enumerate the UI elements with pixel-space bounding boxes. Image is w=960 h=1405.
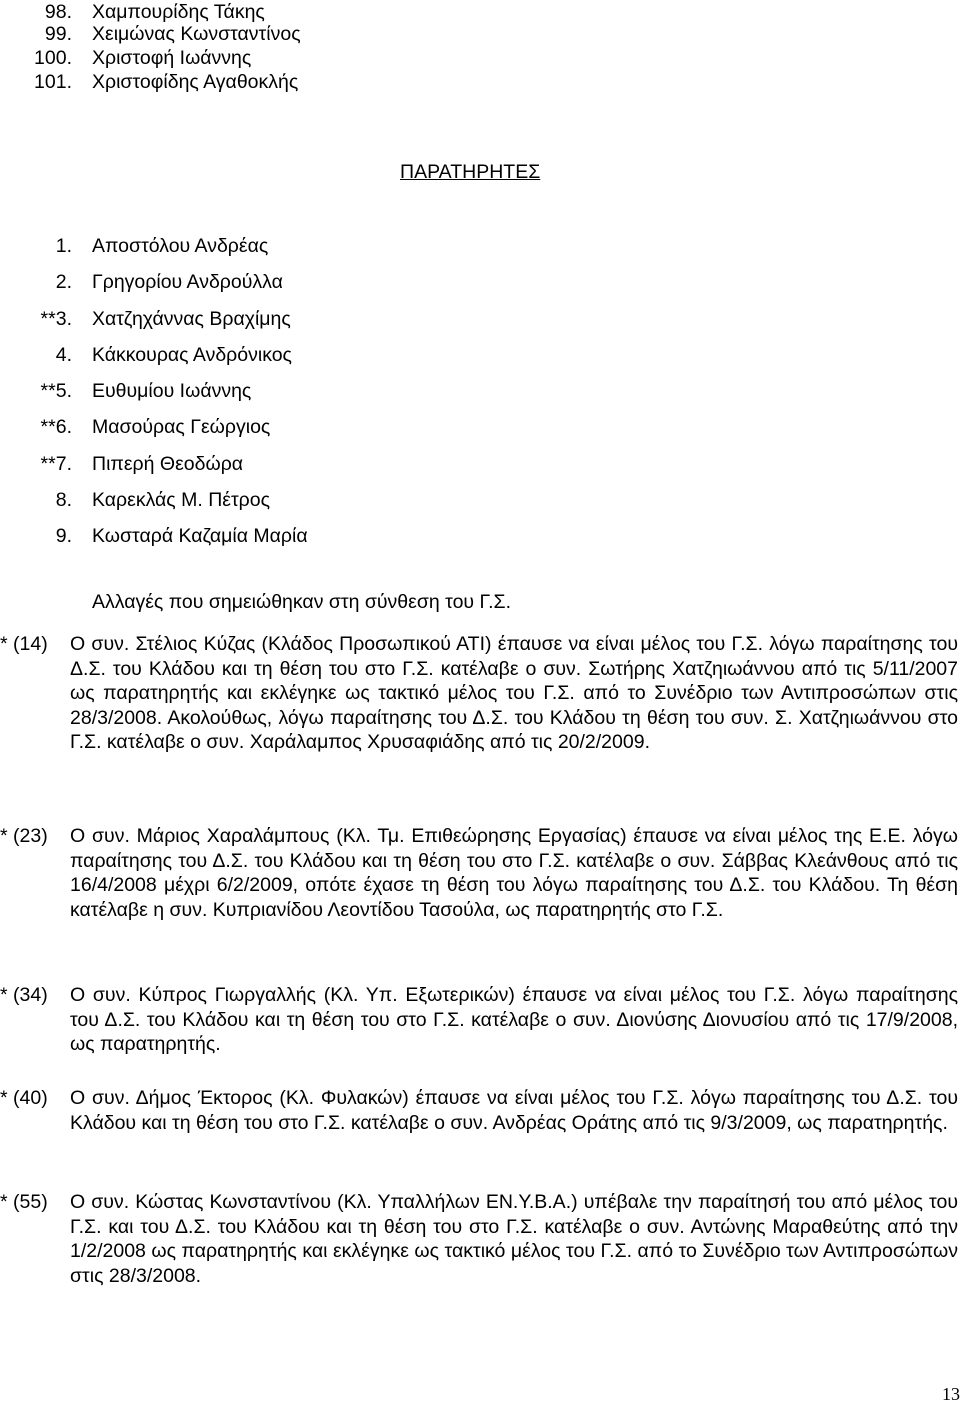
note-marker: * (34): [0, 984, 48, 1006]
list-item-number: 2.: [55, 271, 72, 293]
list-item-name: Χειμώνας Κωνσταντίνος: [92, 23, 301, 45]
list-item-number: 100.: [34, 47, 72, 69]
list-item-name: Χριστοφή Ιωάννης: [92, 47, 252, 69]
note-text: Ο συν. Δήμος Έκτορος (Κλ. Φυλακών) έπαυσε να είναι μέλος του Γ.Σ. λόγω παραίτησης του Δ.Σ. του Κλάδου και τη θέση του στο Γ.Σ. κατέλαβε ο συν. Ανδρέας Οράτης από τις 9/3/2009, ως παρατηρητής.: [70, 1087, 958, 1134]
note-marker: * (40): [0, 1087, 48, 1109]
list-item-number: 101.: [34, 71, 72, 93]
list-item-name: Κάκκουρας Ανδρόνικος: [92, 344, 292, 366]
list-item-number: 99.: [44, 23, 72, 45]
note-marker: * (23): [0, 825, 48, 847]
list-item-name: Μασούρας Γεώργιος: [92, 416, 271, 438]
note-marker: * (14): [0, 633, 48, 655]
list-item-name: Κωσταρά Καζαμία Μαρία: [92, 525, 308, 547]
list-item-name: Χριστοφίδης Αγαθοκλής: [92, 71, 299, 93]
list-item-name: Αποστόλου Ανδρέας: [92, 235, 269, 257]
page-number: 13: [942, 1384, 960, 1404]
list-item-number: **6.: [40, 416, 72, 438]
list-item-number: **7.: [40, 453, 72, 475]
note-text: Ο συν. Στέλιος Κύζας (Κλάδος Προσωπικού ΑΤΙ) έπαυσε να είναι μέλος του Γ.Σ. λόγω παραίτησης του Δ.Σ. του Κλάδου και τη θέση του στο Γ.Σ. κατέλαβε ο συν. Σωτήρης Χατζηιωάννου από τις 5/11/2007 ως παρατηρητής και εκλέγηκε ως τακτικό μέλος του Γ.Σ. από το Συνέδριο των Αντιπροσώπων στις 28/3/2008. Ακολούθως, λόγω παραίτησης του Δ.Σ. του Κλάδου τη θέση του συν. Σ. Χατζηιωάννου στο Γ.Σ. κατέλαβε ο συν. Χαράλαμπος Χρυσαφιάδης από τις 20/2/2009.: [70, 633, 958, 753]
list-item-number: 98.: [44, 1, 72, 23]
list-item-number: 9.: [55, 525, 72, 547]
list-item-name: Πιπερή Θεοδώρα: [92, 453, 244, 475]
list-item-name: Ευθυμίου Ιωάννης: [92, 380, 252, 402]
list-item-name: Χαμπουρίδης Τάκης: [92, 1, 265, 23]
list-item-number: 1.: [55, 235, 72, 257]
changes-intro: Αλλαγές που σημειώθηκαν στη σύνθεση του Γ.Σ.: [92, 591, 511, 613]
list-item-number: 4.: [55, 344, 72, 366]
list-item-number: **3.: [40, 308, 72, 330]
note-text: Ο συν. Κύπρος Γιωργαλλής (Κλ. Υπ. Εξωτερικών) έπαυσε να είναι μέλος του Γ.Σ. λόγω παραίτησης του Δ.Σ. του Κλάδου και τη θέση του στο Γ.Σ. κατέλαβε ο συν. Διονύσης Διονυσίου από τις 17/9/2008, ως παρατηρητής.: [70, 984, 958, 1055]
list-item-name: Καρεκλάς Μ. Πέτρος: [92, 489, 271, 511]
note-text: Ο συν. Μάριος Χαραλάμπους (Κλ. Τμ. Επιθεώρησης Εργασίας) έπαυσε να είναι μέλος της Ε.Ε. λόγω παραίτησης του Δ.Σ. του Κλάδου και τη θέση του στο Γ.Σ. κατέλαβε ο συν. Σάββας Κλεάνθους από τις 16/4/2008 μέχρι 6/2/2009, οπότε έχασε τη θέση του λόγω παραίτησης του Δ.Σ. του Κλάδου. Τη θέση κατέλαβε η συν. Κυπριανίδου Λεοντίδου Τασούλα, ως παρατηρητής στο Γ.Σ.: [70, 825, 958, 921]
list-item-name: Γρηγορίου Ανδρούλλα: [92, 271, 283, 293]
list-item-name: Χατζηχάννας Βραχίμης: [92, 308, 291, 330]
note-marker: * (55): [0, 1191, 48, 1213]
list-item-number: 8.: [55, 489, 72, 511]
list-item-number: **5.: [40, 380, 72, 402]
note-text: Ο συν. Κώστας Κωνσταντίνου (Κλ. Υπαλλήλων ΕΝ.Υ.Β.Α.) υπέβαλε την παραίτησή του από μέλος του Γ.Σ. και του Δ.Σ. του Κλάδου και τη θέση του στο Γ.Σ. κατέλαβε ο συν. Αντώνης Μαραθεύτης από την 1/2/2008 ως παρατηρητής και εκλέγηκε ως τακτικό μέλος του Γ.Σ. από το Συνέδριο των Αντιπροσώπων στις 28/3/2008.: [70, 1191, 958, 1287]
section-title: ΠΑΡΑΤΗΡΗΤΕΣ: [400, 161, 541, 183]
